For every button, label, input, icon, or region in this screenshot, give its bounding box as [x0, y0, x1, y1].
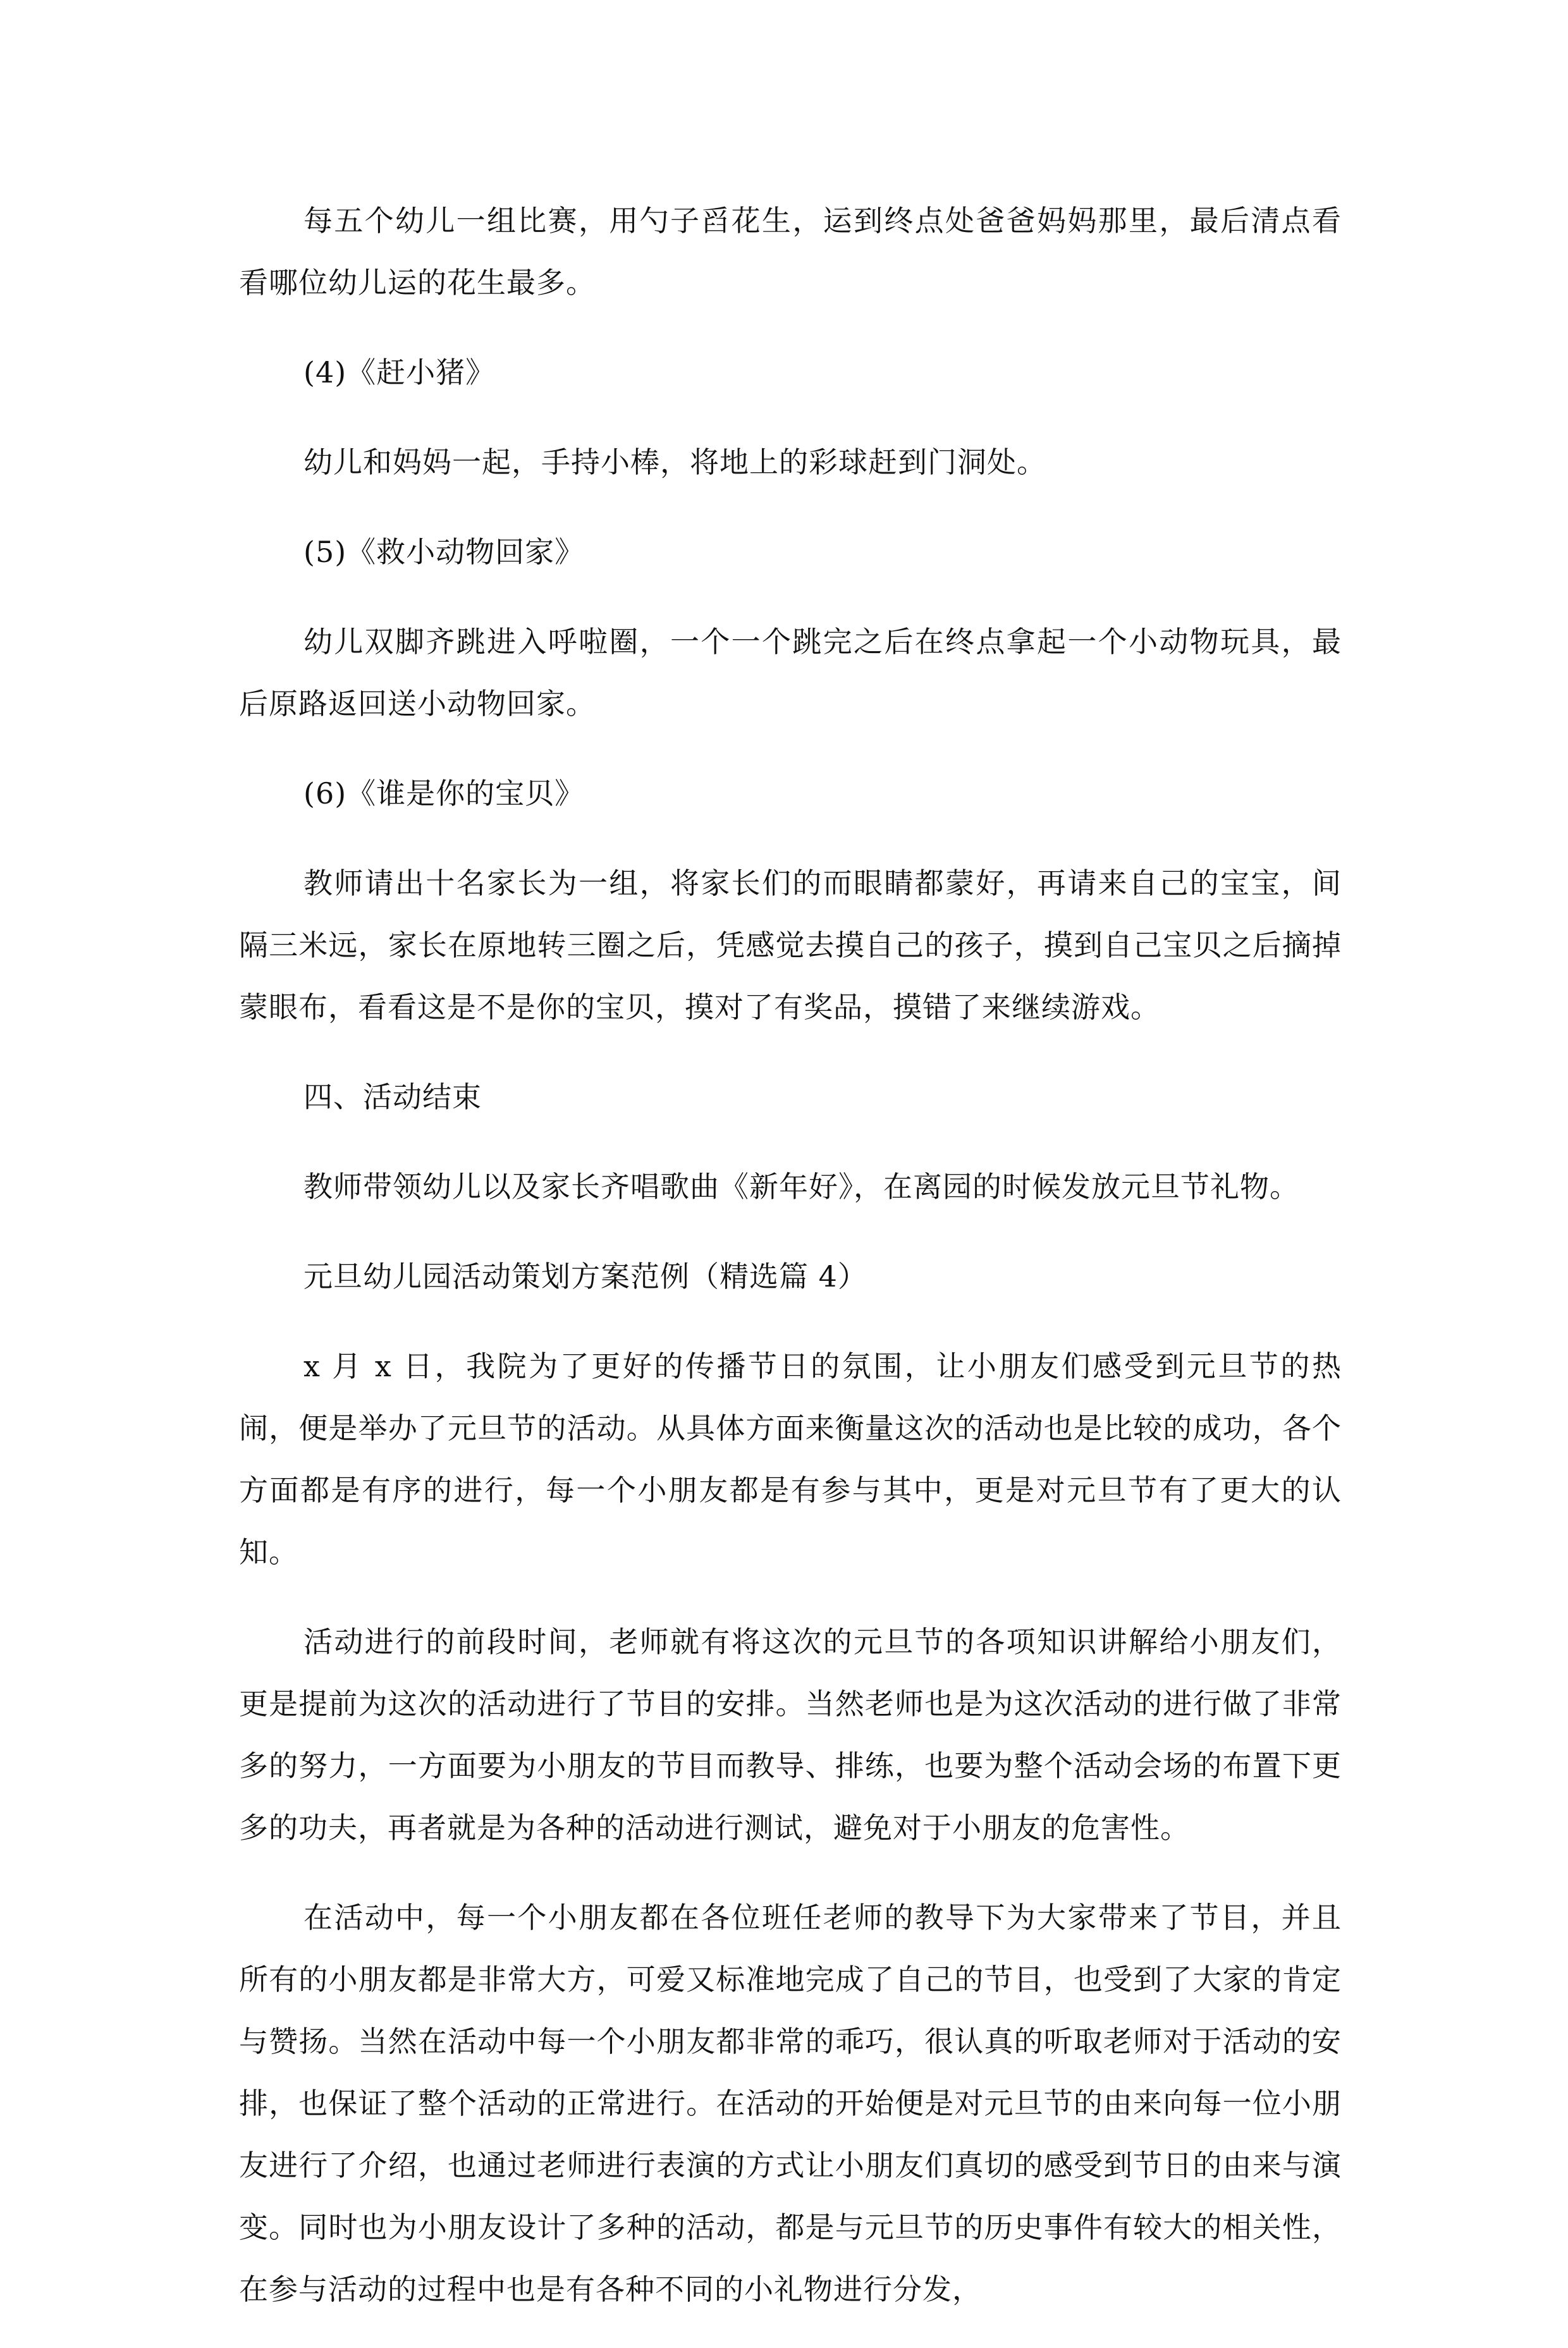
- article-title: 元旦幼儿园活动策划方案范例（精选篇 4）: [303, 1259, 867, 1293]
- heading-game-6: (6)《谁是你的宝贝》: [303, 776, 585, 810]
- heading-game-4: (4)《赶小猪》: [303, 355, 496, 389]
- paragraph-game-5: 幼儿双脚齐跳进入呼啦圈，一个一个跳完之后在终点拿起一个小动物玩具，最后原路返回送小动物回家。: [239, 625, 1342, 721]
- paragraph-intro: x 月 x 日，我院为了更好的传播节日的氛围，让小朋友们感受到元旦节的热闹，便是举办了元旦节的活动。从具体方面来衡量这次的活动也是比较的成功，各个方面都是有序的进行，每一个小朋友都是有参与其中，更是对元旦节有了更大的认知。: [239, 1349, 1342, 1569]
- paragraph-preparation: 活动进行的前段时间，老师就有将这次的元旦节的各项知识讲解给小朋友们，更是提前为这次的活动进行了节目的安排。当然老师也是为这次活动的进行做了非常多的努力，一方面要为小朋友的节目而教导、排练，也要为整个活动会场的布置下更多的功夫，再者就是为各种的活动进行测试，避免对于小朋友的危害性。: [239, 1625, 1342, 1845]
- paragraph-peanut-race: 每五个幼儿一组比赛，用勺子舀花生，运到终点处爸爸妈妈那里，最后清点看看哪位幼儿运的花生最多。: [239, 204, 1342, 300]
- paragraph-game-4: 幼儿和妈妈一起，手持小棒，将地上的彩球赶到门洞处。: [303, 445, 1046, 479]
- section-heading-end: 四、活动结束: [303, 1080, 482, 1114]
- heading-game-5: (5)《救小动物回家》: [303, 535, 585, 569]
- document-body: [239, 190, 1342, 2348]
- paragraph-end: 教师带领幼儿以及家长齐唱歌曲《新年好》，在离园的时候发放元旦节礼物。: [303, 1170, 1299, 1204]
- paragraph-activity: 在活动中，每一个小朋友都在各位班任老师的教导下为大家带来了节目，并且所有的小朋友都是非常大方，可爱又标准地完成了自己的节目，也受到了大家的肯定与赞扬。当然在活动中每一个小朋友都非常的乖巧，很认真的听取老师对于活动的安排，也保证了整个活动的正常进行。在活动的开始便是对元旦节的由来向每一位小朋友进行了介绍，也通过老师进行表演的方式让小朋友们真切的感受到节日的由来与演变。同时也为小朋友设计了多种的活动，都是与元旦节的历史事件有较大的相关性，在参与活动的过程中也是有各种不同的小礼物进行分发，: [239, 1900, 1342, 2306]
- paragraph-game-6: 教师请出十名家长为一组，将家长们的而眼睛都蒙好，再请来自己的宝宝，间隔三米远，家长在原地转三圈之后，凭感觉去摸自己的孩子，摸到自己宝贝之后摘掉蒙眼布，看看这是不是你的宝贝，摸对了有奖品，摸错了来继续游戏。: [239, 866, 1342, 1024]
